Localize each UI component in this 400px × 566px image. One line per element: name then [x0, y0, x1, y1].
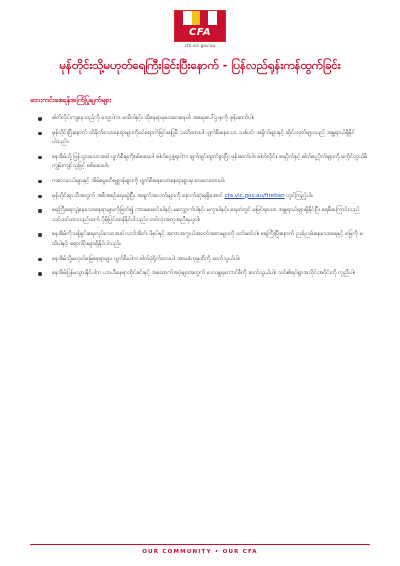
bullet-icon — [38, 233, 42, 237]
list-item-text: နေအိမ်သို့မဟုတ်မြေနေရာများ ပျက်စီးပါက ဓါတ်ပုံရိုက်ထားပါ၊ အာမခံကုမ္ပဏီကို ဆက်သွယ်ပါ။ — [52, 255, 240, 262]
bullet-icon — [38, 258, 42, 262]
list-item-text: ရေကြီးရေလျှံနေသောနေရာများကိုဖြတ်၍ ကားမမောင်းပါနှင့်၊ မလျှောက်ပါနှင့်၊ မကူးပါနှင့်။ ရေထဲတွင် မမြင်ရသော အန္တရာယ်များရှိနိုင်ပြီး ရေစီးကြောင်းသည် သင်ထင်ထားသည်ထက် ပိုမိုပြင်းထန်နိုင်ပါသည်။ တပ်လုံးအကူအညီရယူပါ။ — [52, 207, 360, 223]
page-title: မုန်တိုင်းသို့မဟုတ်ရေကြီးခြင်းပြီးနောက် - ပြန်လည်ရုန်းကန်ထွက်ခြင်း — [59, 58, 341, 72]
bullet-icon — [38, 195, 42, 199]
list-item — [30, 230, 368, 249]
list-item-text-after: တွင်ကြည့်ပါ။ — [284, 192, 313, 199]
bullet-icon — [38, 132, 42, 136]
list-item-text: မုန်တိုင်းရာသီအတွက် အစီအစဉ်ရေးဆွဲပြီး အချက်အလက်များကို နောက်ဆုံးရရှိအောင် — [52, 192, 225, 199]
list-item — [30, 114, 368, 124]
bullet-icon — [38, 180, 42, 184]
list-item — [30, 206, 368, 225]
list-item-text: ဓါတ်လိုင်းကျနေသည်ကို တွေ့ပါက၊ မထိပါနှင့်။ ထိုနေရာမှဝေးဝေးနေပါ၊ အရေးပေါ်ဌာနကို ဖုန်းဆက်ပါ။ — [52, 115, 255, 121]
list-item — [30, 153, 368, 172]
bullet-icon — [38, 272, 42, 276]
list-item — [30, 255, 368, 265]
fireban-link[interactable]: cfa.vic.gov.au/fireban — [224, 192, 285, 199]
list-item-text: ကလေးငယ်များနှင့် အိမ်မွေးတိရစ္ဆာန်များကို ပျက်စီးနေသောနေရာများမှ ဝေးဝေးထားပါ။ — [52, 177, 225, 184]
list-item-text: နေအိမ်ပြန်မသွားနိုင်ပါက ယာယီနေရာထိုင်ခင်းနှင့် အထောက်အပံ့များအတွက် ဒေသန္တရကောင်စီကို ဆက်သွယ်ပါ။ သင်၏ရပ်ရွာအသိုင်းအဝိုင်းကို ကူညီပါ။ — [52, 270, 356, 277]
list-item — [30, 129, 368, 148]
list-item-text: မုန်တိုင်းပြီးနောက် ထိခိုက်သောနေရာများကိုဝင်ရောက်ခြင်းမပြုမီ သတိထားပါ၊ ပျက်စီးနေသော သစ်ပင်၊ အမှိုက်များနှင့် ဆိုင်းဘုတ်များသည် အန္တရာယ်ရှိနိုင်ပါသည်။ — [52, 129, 355, 146]
bullet-icon — [38, 117, 42, 121]
footer-divider — [30, 544, 370, 545]
footer-tagline: OUR COMMUNITY • OUR CFA — [142, 549, 258, 555]
list-item — [30, 192, 368, 202]
section-heading: ဘေးကင်းစေရန်အကြံပြုချက်များ — [30, 96, 112, 104]
bullet-icon — [38, 156, 42, 160]
cfa-logo-url: cfa.vic.gov.au — [184, 44, 216, 49]
cfa-logo-text: CFA — [175, 25, 225, 41]
cfa-logo-mark — [174, 10, 226, 42]
advice-list — [30, 114, 368, 284]
list-item-text: နေအိမ်ကိုသန့်ရှင်းရေးလုပ်သောအခါ လက်အိတ်၊ ဖိနပ်နှင့် အကာအကွယ်အဝတ်အစားများကို ဝတ်ဆင်ပါ။ ရေကြီးပြီးနောက် ညစ်ညမ်းနေသောရေနှင့် မြေကို မထိပါနှင့်၊ ရောဂါပိုးများရှိနိုင်ပါသည်။ — [52, 231, 363, 247]
cfa-logo — [173, 10, 227, 49]
list-item — [30, 269, 368, 279]
list-item-text: နေအိမ်သို့ပြန်သွားသောအခါ ပျက်စီးမှုကိုစစ်ဆေးပါ၊ ဓါတ်ငွေ့နံ့ရပါက ချက်ချင်းထွက်ခွာပြီး ဖုန်းဆက်ပါ။ ဓါတ်လိုင်း၊ ရေပိုက်နှင့် ဓါတ်ငွေ့ပိုက်များကို မကိုင်တွယ်မီ ကျွမ်းကျင်သူဖြင့် စစ်ဆေးပါ။ — [52, 153, 368, 170]
list-item — [30, 177, 368, 187]
bullet-icon — [38, 209, 42, 213]
